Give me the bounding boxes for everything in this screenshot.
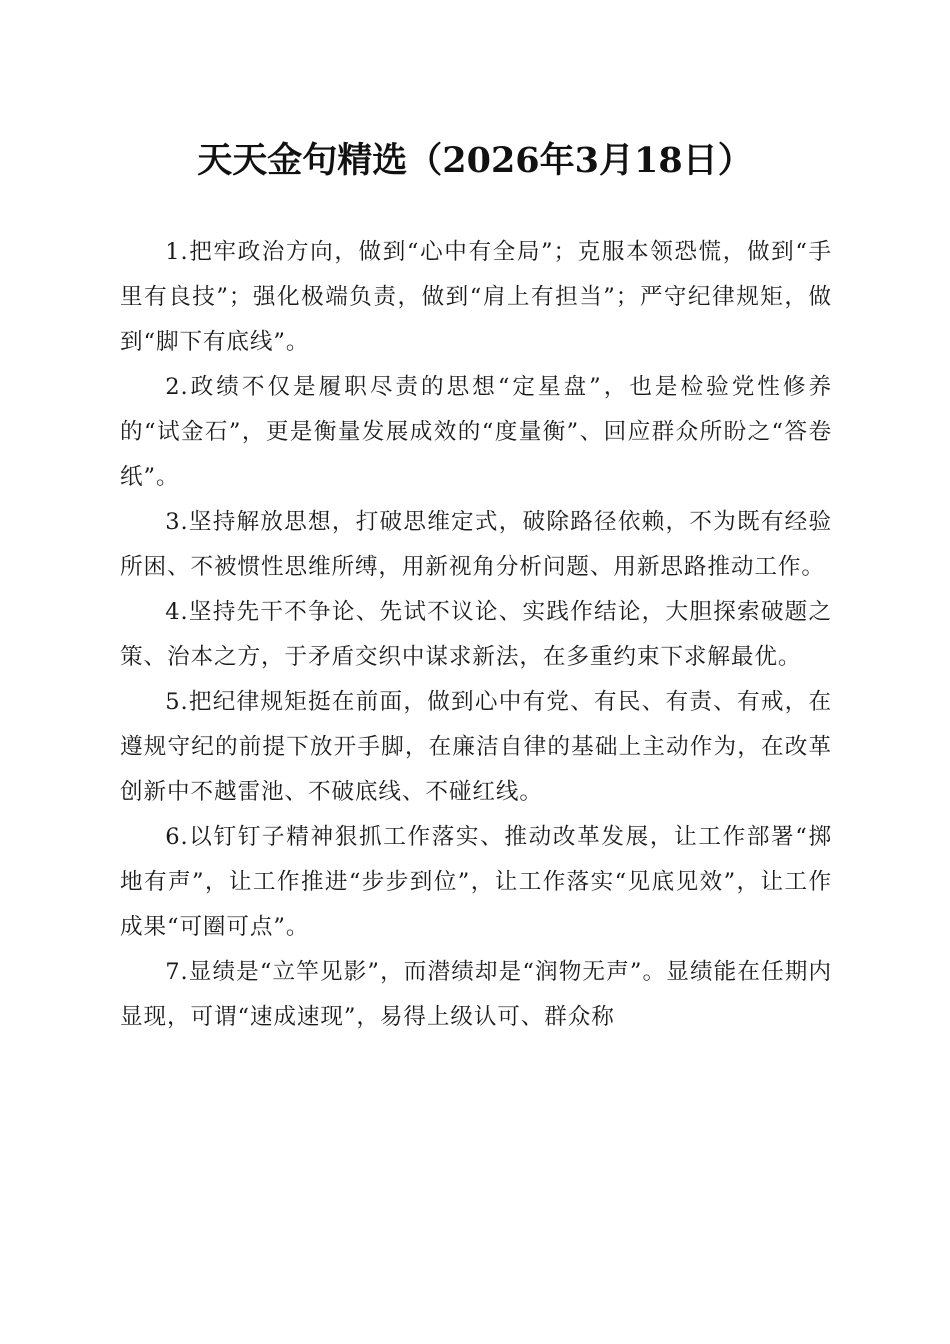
document-body bbox=[120, 230, 832, 1040]
paragraph-4: 4.坚持先干不争论、先试不议论、实践作结论，大胆探索破题之策、治本之方，于矛盾交织中谋求新法，在多重约束下求解最优。 bbox=[120, 599, 832, 670]
paragraph-7: 7.显绩是“立竿见影”，而潜绩却是“润物无声”。显绩能在任期内显现，可谓“速成速现”，易得上级认可、群众称 bbox=[120, 959, 832, 1030]
paragraph-6: 6.以钉钉子精神狠抓工作落实、推动改革发展，让工作部署“掷地有声”，让工作推进“步步到位”，让工作落实“见底见效”，让工作成果“可圈可点”。 bbox=[120, 824, 832, 940]
paragraph-5: 5.把纪律规矩挺在前面，做到心中有党、有民、有责、有戒，在遵规守纪的前提下放开手脚，在廉洁自律的基础上主动作为，在改革创新中不越雷池、不破底线、不碰红线。 bbox=[120, 689, 832, 805]
document-title: 天天金句精选（2026年3月18日） bbox=[197, 140, 753, 181]
paragraph-1: 1.把牢政治方向，做到“心中有全局”；克服本领恐慌，做到“手里有良技”；强化极端负责，做到“肩上有担当”；严守纪律规矩，做到“脚下有底线”。 bbox=[120, 239, 832, 355]
paragraph-3: 3.坚持解放思想，打破思维定式，破除路径依赖，不为既有经验所困、不被惯性思维所缚，用新视角分析问题、用新思路推动工作。 bbox=[120, 509, 832, 580]
paragraph-2: 2.政绩不仅是履职尽责的思想“定星盘”，也是检验党性修养的“试金石”，更是衡量发展成效的“度量衡”、回应群众所盼之“答卷纸”。 bbox=[120, 374, 832, 490]
